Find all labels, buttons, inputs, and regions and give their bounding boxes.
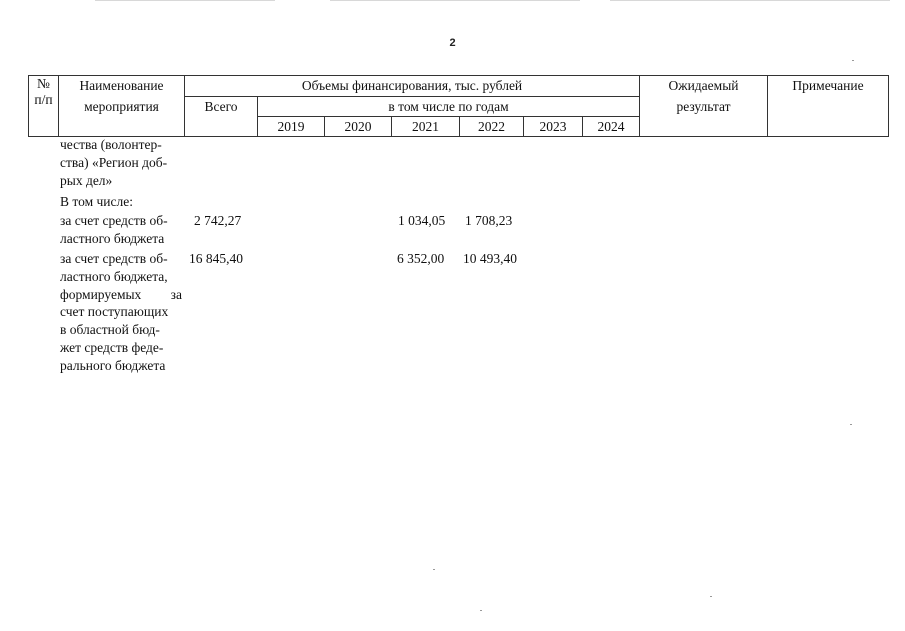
page-number: 2 [449, 37, 456, 49]
name-line: рых дел» [60, 172, 113, 188]
header-year: 2021 [392, 117, 460, 137]
name-line: ластного бюджета [60, 230, 165, 246]
header-total: Всего [185, 97, 258, 137]
header-funding: Объемы финансирования, тыс. рублей [185, 76, 640, 97]
header-name-line: Наименование [79, 78, 164, 93]
header-number-line: № [37, 76, 50, 91]
row-2-total: 16 845,40 [189, 251, 243, 266]
header-year: 2023 [524, 117, 583, 137]
row-2-2022: 10 493,40 [463, 251, 517, 266]
header-year: 2024 [583, 117, 640, 137]
name-line: чества (волонтер- [60, 137, 162, 152]
header-year: 2019 [258, 117, 325, 137]
including-label: В том числе: [60, 194, 133, 209]
header-note: Примечание [768, 76, 889, 137]
header-result-line: Ожидаемый [668, 78, 739, 93]
row-1-2021: 1 034,05 [398, 213, 446, 228]
header-year: 2020 [325, 117, 392, 137]
name-word: формируемых [60, 286, 142, 302]
name-line: ства) «Регион доб- [60, 154, 168, 170]
name-line: за счет средств об- [60, 251, 168, 266]
row-2-name [60, 250, 182, 375]
continued-name [60, 136, 182, 189]
row-1-name [60, 212, 182, 248]
name-line: за счет средств об- [60, 213, 168, 228]
row-2-2021: 6 352,00 [397, 251, 445, 266]
header-result-line: результат [676, 99, 731, 114]
row-1-total: 2 742,27 [194, 213, 242, 228]
name-line: счет поступающих [60, 304, 169, 320]
name-line: жет средств феде- [60, 339, 164, 355]
header-by-years: в том числе по годам [258, 97, 640, 117]
name-line: рального бюджета [60, 357, 166, 373]
name-line: ластного бюджета, [60, 268, 168, 284]
header-year: 2022 [460, 117, 524, 137]
row-1-2022: 1 708,23 [465, 213, 513, 228]
header-name-line: мероприятия [84, 99, 159, 114]
name-line [60, 286, 182, 304]
name-word: за [170, 286, 182, 302]
header-number-line: п/п [34, 92, 53, 107]
name-line: в областной бюд- [60, 322, 160, 338]
